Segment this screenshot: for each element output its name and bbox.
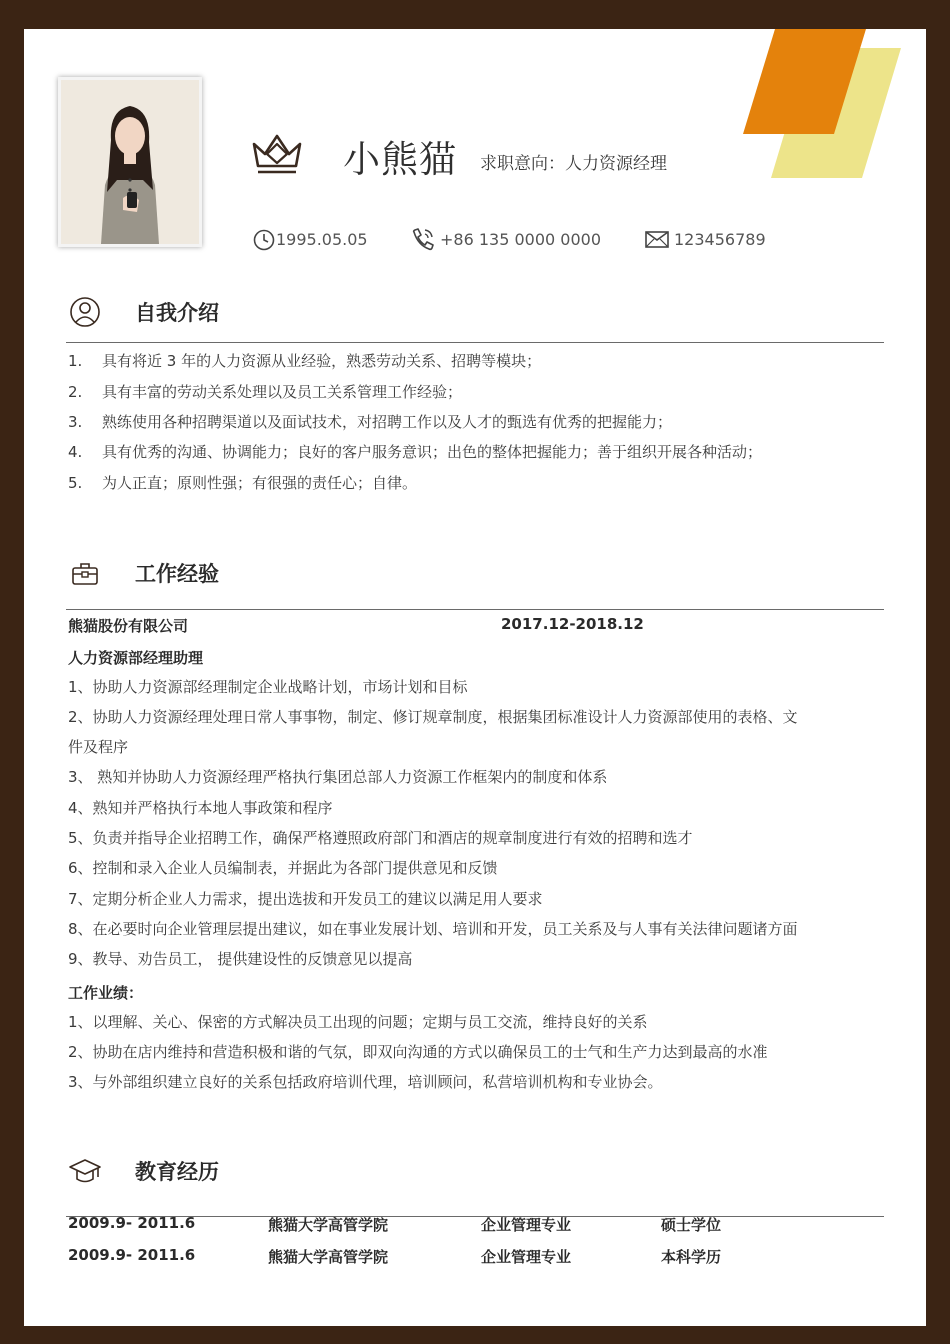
email-text: 123456789 — [674, 229, 766, 249]
work-company: 熊猫股份有限公司 — [68, 617, 189, 635]
edu-period: 2009.9- 2011.6 — [68, 1214, 196, 1232]
section-title-education: 教育经历 — [135, 1160, 219, 1184]
crown-icon — [250, 132, 304, 176]
edu-major: 企业管理专业 — [481, 1248, 572, 1266]
section-title-intro: 自我介绍 — [135, 301, 219, 325]
job-intention-label: 求职意向： — [480, 154, 565, 174]
section-work-header — [68, 555, 219, 591]
work-duty: 6、控制和录入企业人员编制表，并据此为各部门提供意见和反馈 — [68, 859, 498, 877]
intro-item: 4. 具有优秀的沟通、协调能力；良好的客户服务意识；出色的整体把握能力；善于组织开展各种活动； — [68, 443, 763, 461]
contact-phone — [410, 225, 601, 253]
candidate-name: 小熊猫 — [343, 138, 457, 181]
section-divider — [66, 342, 884, 343]
achievements-title: 工作业绩： — [68, 984, 144, 1002]
intro-item: 2. 具有丰富的劳动关系处理以及员工关系管理工作经验； — [68, 383, 463, 401]
phone-icon — [410, 227, 436, 251]
work-duty: 1、协助人力资源部经理制定企业战略计划，市场计划和目标 — [68, 678, 468, 696]
achievement-item: 3、与外部组织建立良好的关系包括政府培训代理，培训顾问，私营培训机构和专业协会。 — [68, 1073, 663, 1091]
section-intro-header — [68, 294, 219, 330]
work-duty: 7、定期分析企业人力需求，提出选拔和开发员工的建议以满足用人要求 — [68, 890, 543, 908]
work-duty: 3、 熟知并协助人力资源经理严格执行集团总部人力资源工作框架内的制度和体系 — [68, 768, 608, 786]
edu-degree: 硕士学位 — [661, 1216, 722, 1234]
work-duty: 4、熟知并严格执行本地人事政策和程序 — [68, 799, 333, 817]
clock-icon — [252, 227, 276, 251]
birthday-text: 1995.05.05 — [276, 229, 368, 249]
graduation-cap-icon — [68, 1154, 102, 1188]
work-position: 人力资源部经理助理 — [68, 649, 204, 667]
briefcase-icon — [68, 556, 102, 590]
edu-degree: 本科学历 — [661, 1248, 722, 1266]
intro-item: 5. 为人正直；原则性强；有很强的责任心；自律。 — [68, 474, 418, 492]
work-duty: 5、负责并指导企业招聘工作，确保严格遵照政府部门和酒店的规章制度进行有效的招聘和选才 — [68, 829, 693, 847]
work-duty: 2、协助人力资源经理处理日常人事事物，制定、修订规章制度，根据集团标准设计人力资源部使用的表格、文 — [68, 708, 798, 726]
intro-item: 3. 熟练使用各种招聘渠道以及面试技术，对招聘工作以及人才的甄选有优秀的把握能力； — [68, 413, 673, 431]
phone-text: +86 135 0000 0000 — [440, 229, 601, 249]
user-icon — [68, 295, 102, 329]
work-period: 2017.12-2018.12 — [501, 615, 644, 633]
contact-birthday — [252, 225, 368, 253]
job-intention-title: 人力资源经理 — [565, 154, 667, 174]
section-education-header — [68, 1153, 219, 1189]
envelope-icon — [644, 227, 670, 251]
work-duty: 9、教导、劝告员工， 提供建设性的反馈意见以提高 — [68, 950, 413, 968]
person-portrait-icon — [61, 80, 199, 244]
achievement-item: 1、以理解、关心、保密的方式解决员工出现的问题；定期与员工交流，维持良好的关系 — [68, 1013, 648, 1031]
achievement-item: 2、协助在店内维持和营造积极和谐的气氛，即双向沟通的方式以确保员工的士气和生产力达到最高的水准 — [68, 1043, 768, 1061]
section-divider — [66, 609, 884, 610]
contact-email — [644, 225, 766, 253]
edu-period: 2009.9- 2011.6 — [68, 1246, 196, 1264]
work-duty: 8、在必要时向企业管理层提出建议，如在事业发展计划、培训和开发，员工关系及与人事有关法律问题诸方面 — [68, 920, 798, 938]
resume-page — [24, 29, 926, 1326]
intro-item: 1. 具有将近 3 年的人力资源从业经验，熟悉劳动关系、招聘等模块； — [68, 352, 542, 370]
edu-major: 企业管理专业 — [481, 1216, 572, 1234]
work-duty: 件及程序 — [68, 738, 129, 756]
section-title-work: 工作经验 — [135, 562, 219, 586]
profile-photo — [58, 77, 202, 247]
edu-school: 熊猫大学高管学院 — [268, 1216, 389, 1234]
job-intention — [480, 149, 667, 174]
edu-school: 熊猫大学高管学院 — [268, 1248, 389, 1266]
